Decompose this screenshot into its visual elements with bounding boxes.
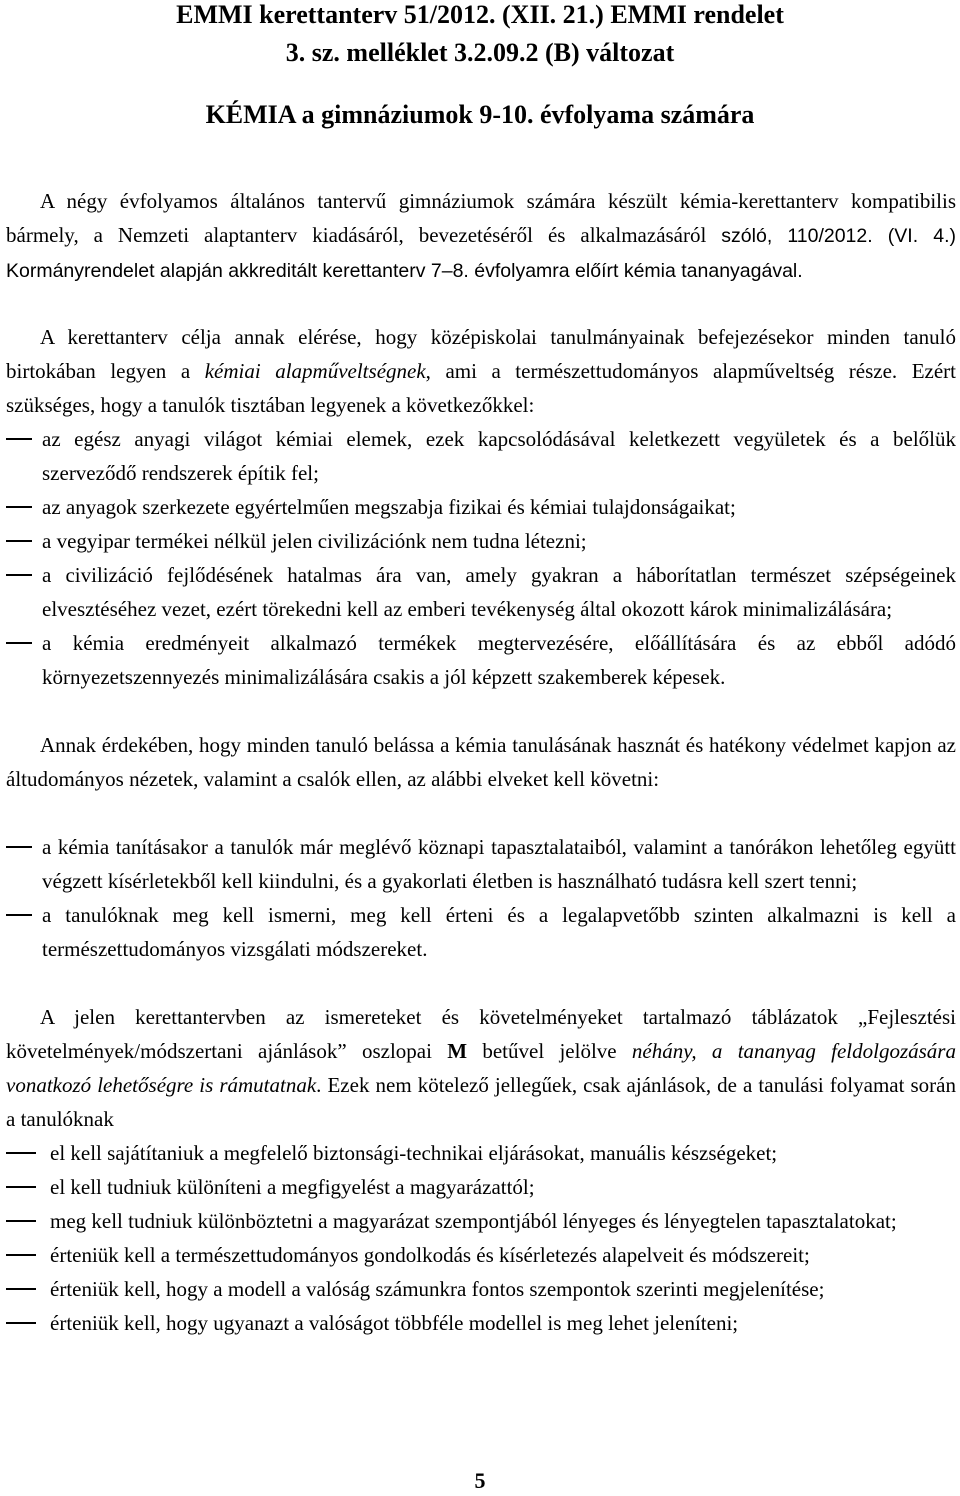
dash-bullet [6, 1220, 36, 1222]
page-number: 5 [474, 1468, 486, 1493]
dash-bullet [6, 914, 32, 916]
regulation-title: EMMI kerettanterv 51/2012. (XII. 21.) EMMI rendelet [176, 0, 784, 29]
goal-part3: Ezért szükséges, hogy a tanulók tisztában legyenek a következőkkel: [6, 359, 956, 417]
goal-paragraph [6, 320, 956, 422]
list-item: a civilizáció fejlődésének hatalmas ára van, amely gyakran a háborítatlan természet szépségeinek elvesztéséhez vezet, ezért törekedni kell az emberi tevékenység által okozott károk minimalizálására; [6, 558, 956, 626]
goal-part1: A kerettanterv célja annak elérése, hogy középiskolai tanulmányainak befejezésekor minden tanuló birtokában legyen a [6, 325, 956, 383]
list-item: érteniük kell, hogy a modell a valóság számunkra fontos szempontok szerinti megjelenítése; [6, 1272, 956, 1306]
list-item: a kémia tanításakor a tanulók már meglévő köznapi tapasztalataiból, valamint a tanórákon lehetőleg együtt végzett kísérletekből kell kiindulni, és a gyakorlati életben is használható tudásra kell szert tenni; [6, 830, 956, 898]
dash-bullet [6, 540, 32, 542]
list-item: az egész anyagi világot kémiai elemek, ezek kapcsolódásával keletkezett vegyületek és a belőlük szerveződő rendszerek építik fel; [6, 422, 956, 490]
intro-text-sans: szóló, 110/2012. (VI. 4.) Kormányrendelet alapján akkreditált kerettanterv 7–8. évfolyamra előírt kémia tananyagával. [6, 225, 956, 282]
skills-list [6, 1136, 956, 1340]
list-item: a kémia eredményeit alkalmazó termékek megtervezésére, előállítására és az ebből adódó környezetszennyezés minimalizálására csakis a jól képzett szakemberek képesek. [6, 626, 956, 694]
knowledge-list [6, 422, 956, 694]
subject-title: KÉMIA a gimnáziumok 9-10. évfolyama számára [205, 100, 755, 129]
list-item: el kell tudniuk különíteni a megfigyelést a magyarázattól; [6, 1170, 956, 1204]
dash-bullet [6, 1254, 36, 1256]
dash-bullet [6, 506, 32, 508]
list-item: a tanulóknak meg kell ismerni, meg kell érteni és a legalapvetőbb szinten alkalmazni is kell a természettudományos vizsgálati módszereket. [6, 898, 956, 966]
goal-italic: kémiai alapműveltségnek [204, 359, 426, 383]
list-item: meg kell tudniuk különböztetni a magyarázat szempontjából lényeges és lényegtelen tapasztalatokat; [6, 1204, 956, 1238]
dash-bullet [6, 574, 32, 576]
list-item: a vegyipar termékei nélkül jelen civilizációnk nem tudna létezni; [6, 524, 956, 558]
dash-bullet [6, 1288, 36, 1290]
list-item: érteniük kell, hogy ugyanazt a valóságot többféle modellel is meg lehet jeleníteni; [6, 1306, 956, 1340]
dash-bullet [6, 846, 32, 848]
list-item: érteniük kell a természettudományos gondolkodás és kísérletezés alapelveit és módszereit; [6, 1238, 956, 1272]
intro-text-serif: A négy évfolyamos általános tantervű gimnáziumok számára készült kémia-kerettanterv kompatibilis bármely, a Nemzeti alaptanterv kiadásáról, bevezetéséről és alkalmazásáról [6, 189, 956, 247]
list-item: az anyagok szerkezete egyértelműen megszabja fizikai és kémiai tulajdonságaikat; [6, 490, 956, 524]
dash-bullet [6, 1152, 36, 1154]
dash-bullet [6, 1322, 36, 1324]
intro-paragraph [6, 184, 956, 288]
goal-part2: , ami a természettudományos alapműveltség része. [425, 359, 898, 383]
annex-title: 3. sz. melléklet 3.2.09.2 (B) változat [285, 38, 675, 67]
recommendations-paragraph: A jelen kerettantervben az ismereteket és követelményeket tartalmazó táblázatok „Fejlesztési követelmények/módszertani ajánlások” oszlopai M betűvel jelölve néhány, a tananyag feldolgozására vonatkozó lehetőségre is rámutatnak. Ezek nem kötelező jellegűek, csak ajánlások, de a tanulási folyamat során a tanulóknak [6, 1005, 956, 1131]
dash-bullet [6, 438, 32, 440]
principles-list [6, 830, 956, 966]
dash-bullet [6, 1186, 36, 1188]
principles-paragraph: Annak érdekében, hogy minden tanuló belássa a kémia tanulásának hasznát és hatékony védelmet kapjon az áltudományos nézetek, valamint a csalók ellen, az alábbi elveket kell követni: [6, 733, 956, 791]
m-marker: M [447, 1039, 468, 1063]
list-item: el kell sajátítaniuk a megfelelő biztonsági-technikai eljárásokat, manuális készségeket; [6, 1136, 956, 1170]
dash-bullet [6, 642, 32, 644]
recommendations-italic: néhány, a tananyag feldolgozására vonatkozó lehetőségre is rámutatnak [6, 1039, 956, 1097]
